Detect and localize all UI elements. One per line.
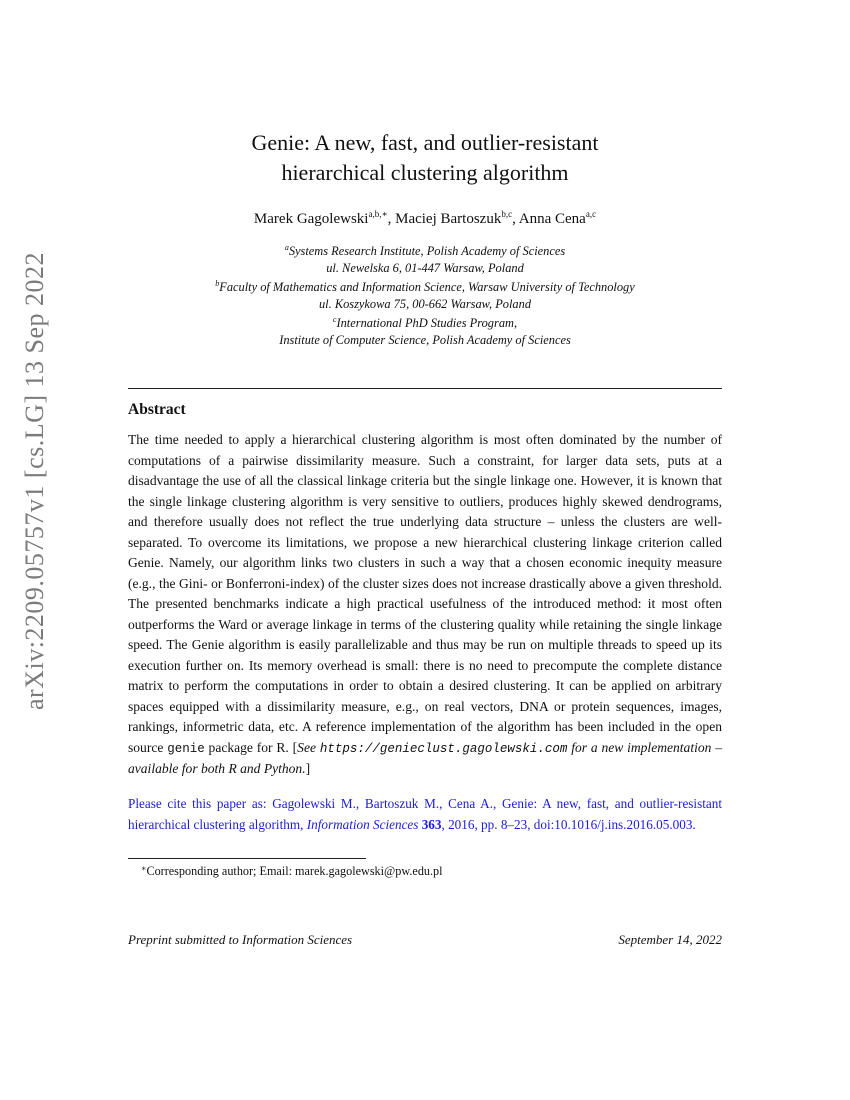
citation-volume: 363 xyxy=(421,816,442,832)
affiliation-text: Institute of Computer Science, Polish Academy of Sciences xyxy=(279,332,571,347)
package-name: genie xyxy=(167,741,205,756)
affiliation-line xyxy=(0,312,850,332)
preprint-date: September 14, 2022 xyxy=(618,932,722,947)
abstract-text: The time needed to apply a hierarchical clustering algorithm is most often dominated by the number of computations of a pairwise dissimilarity measure. Such a constraint, for larger data sets, puts at a disadvantage the use of all the classical linkage criteria but the single linkage one. However, it is known that the single linkage clustering algorithm is very sensitive to outliers, produces highly skewed dendrograms, and therefore usually does not reflect the true underlying data structure – unless the clusters are well-separated. To overcome its limitations, we propose a new hierarchical clustering linkage criterion called Genie. Namely, our algorithm links two clusters in such a way that a chosen economic inequity measure (e.g., the Gini- or Bonferroni-index) of the cluster sizes does not increase drastically above a given threshold. The presented benchmarks indicate a high practical usefulness of the introduced method: it most often outperforms the Ward or average linkage in terms of the clustering quality while retaining the single linkage speed. The Genie algorithm is easily parallelizable and thus may be run on multiple threads to speed up its execution further on. Its memory overhead is small: there is no need to precompute the complete distance matrix to perform the computations in order to obtain a desired clustering. It can be applied on arbitrary spaces equipped with a dissimilarity measure, e.g., on real vectors, DNA or protein sequences, images, rankings, informetric data, etc. A reference implementation of the algorithm has been included in the open source xyxy=(128,432,722,755)
author-name: Anna Cena xyxy=(518,211,586,227)
affiliation-text: ul. Newelska 6, 01-447 Warsaw, Poland xyxy=(326,260,524,275)
title-line-2: hierarchical clustering algorithm xyxy=(281,160,569,185)
affiliation-text: ul. Koszykowa 75, 00-662 Warsaw, Poland xyxy=(318,296,532,311)
author-list xyxy=(0,209,850,228)
affiliation-line xyxy=(0,332,850,349)
affiliation-mark: a xyxy=(284,243,289,252)
affiliation-mark: c xyxy=(332,315,337,325)
author-name: Maciej Bartoszuk xyxy=(395,211,502,227)
affiliation-line xyxy=(0,260,850,277)
arxiv-identifier: arXiv:2209.05757v1 [cs.LG] 13 Sep 2022 xyxy=(20,251,49,710)
see-text: See xyxy=(297,739,320,755)
affiliation-list xyxy=(0,240,850,349)
abstract-body xyxy=(128,430,722,780)
author-affiliation-marks: a,b,∗ xyxy=(368,209,388,219)
affiliation-mark: b xyxy=(215,279,220,289)
author-separator: , xyxy=(387,211,396,227)
author-name: Marek Gagolewski xyxy=(253,211,369,227)
title-line-1: Genie: A new, fast, and outlier-resistant xyxy=(251,130,599,155)
author-affiliation-marks: a,c xyxy=(585,209,597,219)
paper-title xyxy=(0,128,850,188)
affiliation-line xyxy=(0,296,850,313)
see-after-text: for a new implementation – available for both R and Python. xyxy=(128,739,723,776)
affiliation-line xyxy=(0,240,850,260)
citation-journal: Information Sciences xyxy=(306,816,419,832)
affiliation-text: Faculty of Mathematics and Information Science, Warsaw University of Technology xyxy=(219,280,635,295)
author-separator: , xyxy=(512,211,519,227)
citation-tail: , 2016, pp. 8–23, doi:10.1016/j.ins.2016.05.003. xyxy=(441,816,696,832)
affiliation-line xyxy=(0,276,850,296)
author-affiliation-marks: b,c xyxy=(501,209,513,219)
affiliation-text: Systems Research Institute, Polish Academy of Sciences xyxy=(288,244,566,258)
abstract-heading: Abstract xyxy=(128,401,186,418)
close-bracket: ] xyxy=(305,761,311,776)
affiliation-text: International PhD Studies Program, xyxy=(336,316,518,331)
citation-lead: Please cite this paper as: Gagolewski M., Bartoszuk M., Cena A., Genie: A new, fast, and outlier-resistant hierarchical clustering algorithm, xyxy=(128,796,722,832)
footnote-mark: ∗ xyxy=(141,864,147,873)
preprint-notice: Preprint submitted to Information Sciences xyxy=(128,932,353,947)
genieclust-url[interactable]: https://genieclust.gagolewski.com xyxy=(319,741,568,756)
abstract-top-rule xyxy=(128,388,722,389)
citation-link[interactable] xyxy=(128,794,722,835)
footnote-rule xyxy=(128,858,366,859)
footnote xyxy=(141,864,443,879)
abstract-text-tail: package for R. [ xyxy=(204,739,298,755)
footnote-text: Corresponding author; Email: marek.gagolewski@pw.edu.pl xyxy=(146,864,443,878)
